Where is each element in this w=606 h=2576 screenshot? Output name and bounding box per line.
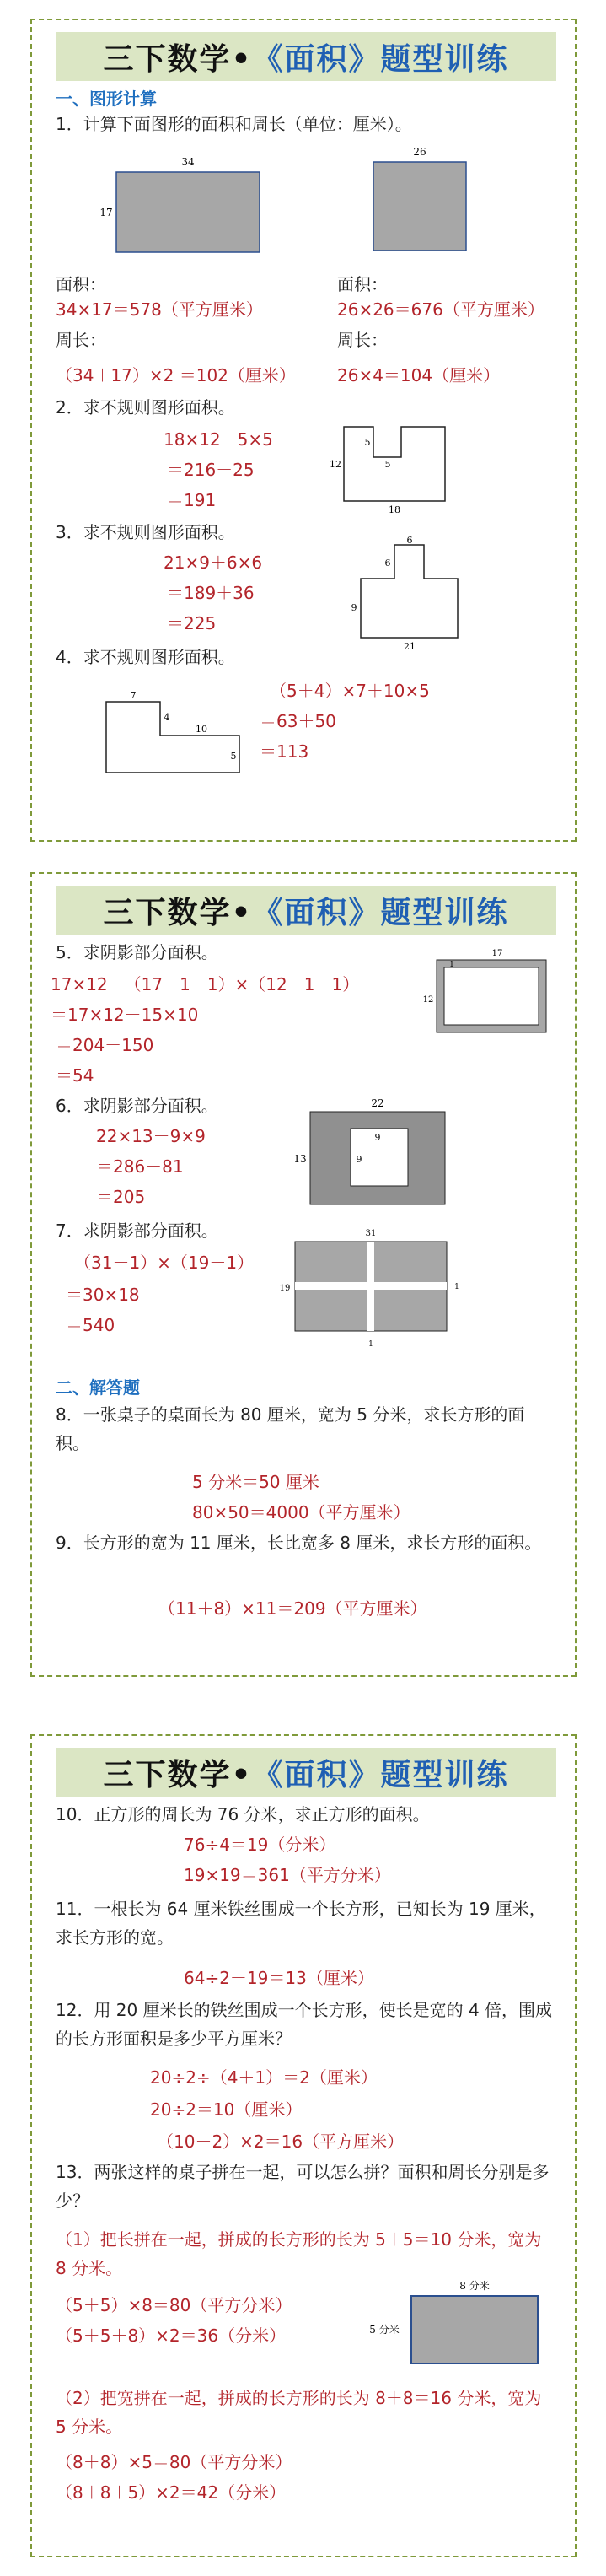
q1-square-figure xyxy=(361,138,487,256)
q4-prompt: 4．求不规则图形面积。 xyxy=(56,647,235,667)
q13-case-2-perimeter: （8＋8＋5）×2＝42（分米） xyxy=(56,2482,287,2503)
q13-case-1-area: （5＋5）×8＝80（平方分米） xyxy=(56,2295,292,2315)
q4-step-2: ＝63＋50 xyxy=(260,711,336,731)
title-topic: 《面积》题型训练 xyxy=(252,895,509,930)
dim-label: 9 xyxy=(351,602,357,613)
q3-step-1: 21×9＋6×6 xyxy=(164,552,263,573)
dim-label: 17 xyxy=(99,207,113,218)
q5-step-1: 17×12－（17－1－1）×（12－1－1） xyxy=(51,974,360,994)
q13-case-2-area: （8＋8）×5＝80（平方分米） xyxy=(56,2452,292,2472)
q12-step-3: （10－2）×2＝16（平方厘米） xyxy=(157,2131,405,2152)
q6-step-2: ＝286－81 xyxy=(96,1156,184,1177)
dim-label: 1 xyxy=(454,1283,459,1291)
perimeter-label: 周长： xyxy=(337,330,388,350)
q13-case-2: （2）把宽拼在一起，拼成的长方形的长为 8＋8＝16 分米，宽为 5 分米。 xyxy=(56,2388,542,2437)
q1-area-answer-2: 26×26＝676（平方厘米） xyxy=(337,299,544,320)
q3-prompt: 3．求不规则图形面积。 xyxy=(56,522,235,542)
q5-step-2: ＝17×12－15×10 xyxy=(51,1005,199,1025)
worksheet-card-1 xyxy=(30,19,577,842)
dim-label: 1 xyxy=(449,961,454,969)
area-label: 面积： xyxy=(56,274,106,294)
dim-label: 5 xyxy=(384,459,391,470)
q10-prompt: 10．正方形的周长为 76 分米，求正方形的面积。 xyxy=(56,1804,430,1824)
q6-step-3: ＝205 xyxy=(96,1187,146,1207)
dim-label: 5 xyxy=(364,437,371,448)
dim-label: 26 xyxy=(413,146,426,158)
q10-step-2: 19×19＝361（平方分米） xyxy=(184,1865,391,1885)
q3-t-shape-figure xyxy=(344,536,496,655)
q1-prompt: 1．计算下面图形的面积和周长（单位：厘米）。 xyxy=(56,114,412,134)
dim-label: 7 xyxy=(130,690,137,701)
q7-step-3: ＝540 xyxy=(66,1315,115,1335)
q11-step-1: 64÷2－19＝13（厘米） xyxy=(184,1968,374,1988)
title-subject: 三下数学• xyxy=(103,41,253,77)
q2-step-1: 18×12－5×5 xyxy=(164,429,273,450)
perimeter-label: 周长： xyxy=(56,330,106,350)
q8-step-2: 80×50＝4000（平方厘米） xyxy=(192,1502,410,1522)
dim-label: 31 xyxy=(365,1229,377,1238)
q7-step-2: ＝30×18 xyxy=(66,1285,140,1305)
dim-label: 6 xyxy=(384,558,391,569)
q10-step-1: 76÷4＝19（分米） xyxy=(184,1835,336,1855)
q2-step-3: ＝191 xyxy=(167,490,217,510)
dim-label: 9 xyxy=(356,1154,362,1165)
q1-perimeter-answer-2: 26×4＝104（厘米） xyxy=(337,365,501,385)
q13-prompt: 13．两张这样的桌子拼在一起，可以怎么拼？面积和周长分别是多少？ xyxy=(56,2162,550,2211)
dim-label: 19 xyxy=(279,1284,291,1293)
q4-l-shape-figure xyxy=(79,687,248,779)
dim-label: 13 xyxy=(293,1153,307,1165)
title-banner xyxy=(56,886,556,935)
section-heading-2: 二、解答题 xyxy=(56,1377,140,1398)
dim-label: 22 xyxy=(371,1097,384,1109)
title-banner xyxy=(56,1748,556,1797)
q1-rectangle-figure xyxy=(66,147,293,256)
q2-notched-figure xyxy=(327,417,479,526)
q2-step-2: ＝216－25 xyxy=(167,460,255,480)
q6-step-1: 22×13－9×9 xyxy=(96,1126,206,1146)
worksheet-card-2 xyxy=(30,872,577,1677)
q6-prompt: 6．求阴影部分面积。 xyxy=(56,1096,218,1116)
q3-step-2: ＝189＋36 xyxy=(167,583,255,603)
q12-step-2: 20÷2＝10（厘米） xyxy=(150,2099,303,2120)
q12-prompt: 12．用 20 厘米长的铁丝围成一个长方形，使长是宽的 4 倍，围成的长方形面积是多少平方厘米？ xyxy=(56,2000,553,2049)
title-topic: 《面积》题型训练 xyxy=(252,1757,509,1792)
q2-prompt: 2．求不规则图形面积。 xyxy=(56,397,235,418)
q8-prompt: 8．一张桌子的桌面长为 80 厘米，宽为 5 分米，求长方形的面积。 xyxy=(56,1404,525,1453)
q3-step-3: ＝225 xyxy=(167,613,217,633)
q11-prompt: 11．一根长为 64 厘米铁丝围成一个长方形，已知长为 19 厘米，求长方形的宽。 xyxy=(56,1899,546,1948)
dim-label: 18 xyxy=(389,504,400,515)
q8-step-1: 5 分米＝50 厘米 xyxy=(192,1472,319,1492)
dim-label: 12 xyxy=(330,459,341,470)
q12-step-1: 20÷2÷（4＋1）＝2（厘米） xyxy=(150,2067,378,2088)
q5-step-3: ＝204－150 xyxy=(56,1035,154,1055)
dim-label: 12 xyxy=(422,995,434,1005)
q5-frame-figure xyxy=(418,946,553,1039)
q5-prompt: 5．求阴影部分面积。 xyxy=(56,942,218,962)
title-topic: 《面积》题型训练 xyxy=(252,41,509,77)
q13-case-1-perimeter: （5＋5＋8）×2＝36（分米） xyxy=(56,2325,287,2346)
q1-perimeter-answer-1: （34＋17）×2 ＝102（厘米） xyxy=(56,365,296,385)
q7-step-1: （31－1）×（19－1） xyxy=(74,1253,255,1273)
q6-square-hole-figure xyxy=(285,1095,453,1213)
dim-label: 4 xyxy=(164,712,170,723)
q7-prompt: 7．求阴影部分面积。 xyxy=(56,1221,218,1241)
dim-label: 34 xyxy=(181,156,195,168)
q9-step-1: （11＋8）×11＝209（平方厘米） xyxy=(158,1598,427,1619)
dim-label: 6 xyxy=(406,536,413,546)
title-subject: 三下数学• xyxy=(103,1757,253,1792)
q1-area-answer-1: 34×17＝578（平方厘米） xyxy=(56,299,263,320)
q4-step-1: （5＋4）×7＋10×5 xyxy=(270,681,430,701)
dim-label: 5 分米 xyxy=(369,2324,400,2336)
area-label: 面积： xyxy=(337,274,388,294)
dim-label: 21 xyxy=(404,641,416,652)
dim-label: 17 xyxy=(491,949,503,958)
title-banner xyxy=(56,32,556,81)
worksheet-card-3 xyxy=(30,1734,577,2557)
q7-cross-road-figure xyxy=(270,1223,464,1350)
q5-step-4: ＝54 xyxy=(56,1065,94,1086)
dim-label: 1 xyxy=(368,1340,373,1349)
dim-label: 10 xyxy=(196,724,207,735)
dim-label: 8 分米 xyxy=(459,2280,490,2292)
q4-step-3: ＝113 xyxy=(260,741,309,762)
dim-label: 5 xyxy=(230,751,237,762)
q13-table-figure xyxy=(361,2276,546,2369)
dim-label: 9 xyxy=(374,1132,381,1143)
title-subject: 三下数学• xyxy=(103,895,253,930)
q13-case-1: （1）把长拼在一起，拼成的长方形的长为 5＋5＝10 分米，宽为 8 分米。 xyxy=(56,2229,542,2278)
section-heading-1: 一、图形计算 xyxy=(56,89,157,109)
q9-prompt: 9．长方形的宽为 11 厘米，长比宽多 8 厘米，求长方形的面积。 xyxy=(56,1533,542,1553)
